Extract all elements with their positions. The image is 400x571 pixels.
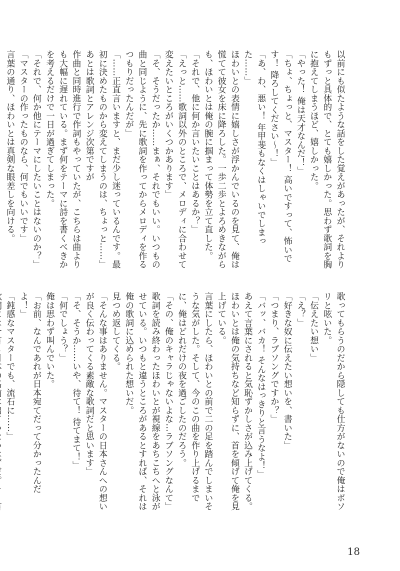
page-number: 18 [347, 547, 360, 558]
lower-text-block: 歌ってもらうのだから隠しても仕方がないので俺はボソリと呟いた。 「伝えたい想い」 「え？」 「好きな奴に伝えたい想いを、書いた」 「つまり、ラブソングですか？」 「バッ、バカ！ そんなはっきりと言うなよ！」 あえて言葉にされると気恥ずかしさが込み上げてくる。ほわいとは俺の気持ちなど知らずに、首を傾げて俺を見上げている。 言葉にしたら、ほわいとの前で二の足を踏んでしまいそうな気がした。そして、今のこの曲を作り上げるまでに、俺はどれだけの夜を過ごしたのだろう。 「その、俺のキャラじゃないよな…ラブソングなんて」 歌詞を読み終わったほわいとが視線をあちこちへと泳がせている。いつもと違うところがあるとすれば、それは俺の歌詞に込められた想いだ。 見つめ返してくる。 「そんな事はありません。マスターの日本さんへの想いが良く伝わってくる素敵な歌詞だと思います」 「そ、そうか……いや、待て！ 待てまて！」 「何でしょう？」 俺は思わず叫んでいた。 「お前、なんであれが日本宛てだって分かったんだよ！」 「鈍感なマスターでも、流石に……」 [4, 292, 345, 511]
upper-text-block: 以前にも似たような話をした覚えがあったが、それよりもずっと具体的で、とても嬉しかった。思わず歌詞を胸に抱えてしまうほど、嬉しかった。 「やった！ 俺は天才なんだ！」 「ちょ、ちょっと、マスター！ 高いですって、怖いです！ 降ろしてください〜！」 「あ、わ、悪い！ 年甲斐もなくはしゃいでしまった……」 ほわいとの表情に嬉しさが浮かんでいるのを見て、俺は慌てて彼女を床に降ろした。一歩二歩とよろめきながらも、ほわいとは俺の腕に掴まって体勢を立て直した。 「それで、他に何か言いたいことはあるか？」 「えっと……歌詞以外のところで、メロディに合わせて変えたいところがいくつかあります」 「そ、そうだったか……まぁ、それでもいい。いつもの曲と同じように、先に歌詞を作ってからメロディを作るつもりだったんだが」 「……正直言いますと、まだ少し迷っているんです。最初に決めたものから変えてしまうのは、ちょっと……」 あとは歌詞とアレンジ次第ですが 作曲と同時進行で作詞もやっていたが、こちらは曲よりも大幅に遅れている。まず何をテーマに詩を書くべきかを考えるだけで一日が過ぎてしまった。 「それで、何か他にテーマにしたいことはないのか？」 「マスターの作ったものなら、何でもいいです」 言葉の通り、ほわいとは真剣な眼差しを向ける。 [4, 50, 345, 269]
